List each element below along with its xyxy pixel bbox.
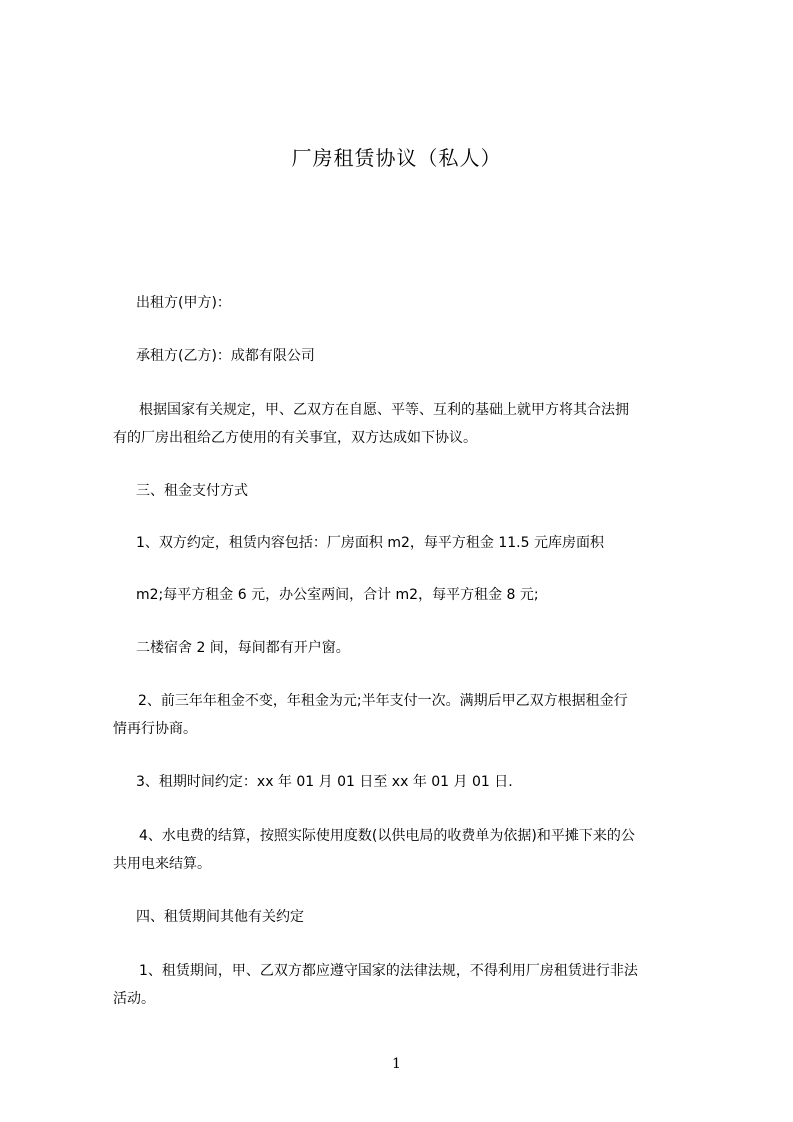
lessor-line: 出租方(甲方)：: [136, 295, 231, 311]
section-3-heading: 三、租金支付方式: [136, 483, 248, 499]
lessee-line: 承租方(乙方)：成都有限公司: [136, 348, 315, 364]
clause-3-4-line-1: 4、水电费的结算，按照实际使用度数(以供电局的收费单为依据)和平摊下来的公: [139, 828, 635, 844]
clause-3-1-line-3: 二楼宿舍 2 间，每间都有开户窗。: [136, 640, 350, 656]
clause-4-1-paragraph: [113, 957, 713, 1013]
clause-3-1-line-1: 1、双方约定，租赁内容包括：厂房面积 m2，每平方租金 11.5 元库房面积: [136, 535, 604, 551]
intro-paragraph: [113, 396, 713, 452]
clause-3-2-line-2: 情再行协商。: [113, 721, 197, 737]
clause-4-1-line-2: 活动。: [113, 991, 155, 1007]
page-number: 1: [392, 1056, 401, 1072]
clause-3-2-paragraph: [113, 687, 713, 743]
clause-3-1-line-2: m2;每平方租金 6 元，办公室两间，合计 m2，每平方租金 8 元;: [136, 587, 539, 603]
document-title: 厂房租赁协议（私人）: [291, 146, 502, 170]
clause-3-3: 3、租期时间约定：xx 年 01 月 01 日至 xx 年 01 月 01 日.: [136, 774, 513, 790]
clause-4-1-line-1: 1、租赁期间，甲、乙双方都应遵守国家的法律法规，不得利用厂房租赁进行非法: [139, 963, 638, 979]
clause-3-4-paragraph: [113, 822, 713, 878]
clause-3-2-line-1: 2、前三年年租金不变，年租金为元;半年支付一次。满期后甲乙双方根据租金行: [138, 693, 628, 709]
section-4-heading: 四、租赁期间其他有关约定: [136, 909, 304, 925]
intro-line-1: 根据国家有关规定，甲、乙双方在自愿、平等、互利的基础上就甲方将其合法拥: [139, 402, 629, 418]
intro-line-2: 有的厂房出租给乙方使用的有关事宜，双方达成如下协议。: [113, 430, 477, 446]
clause-3-4-line-2: 共用电来结算。: [113, 856, 211, 872]
